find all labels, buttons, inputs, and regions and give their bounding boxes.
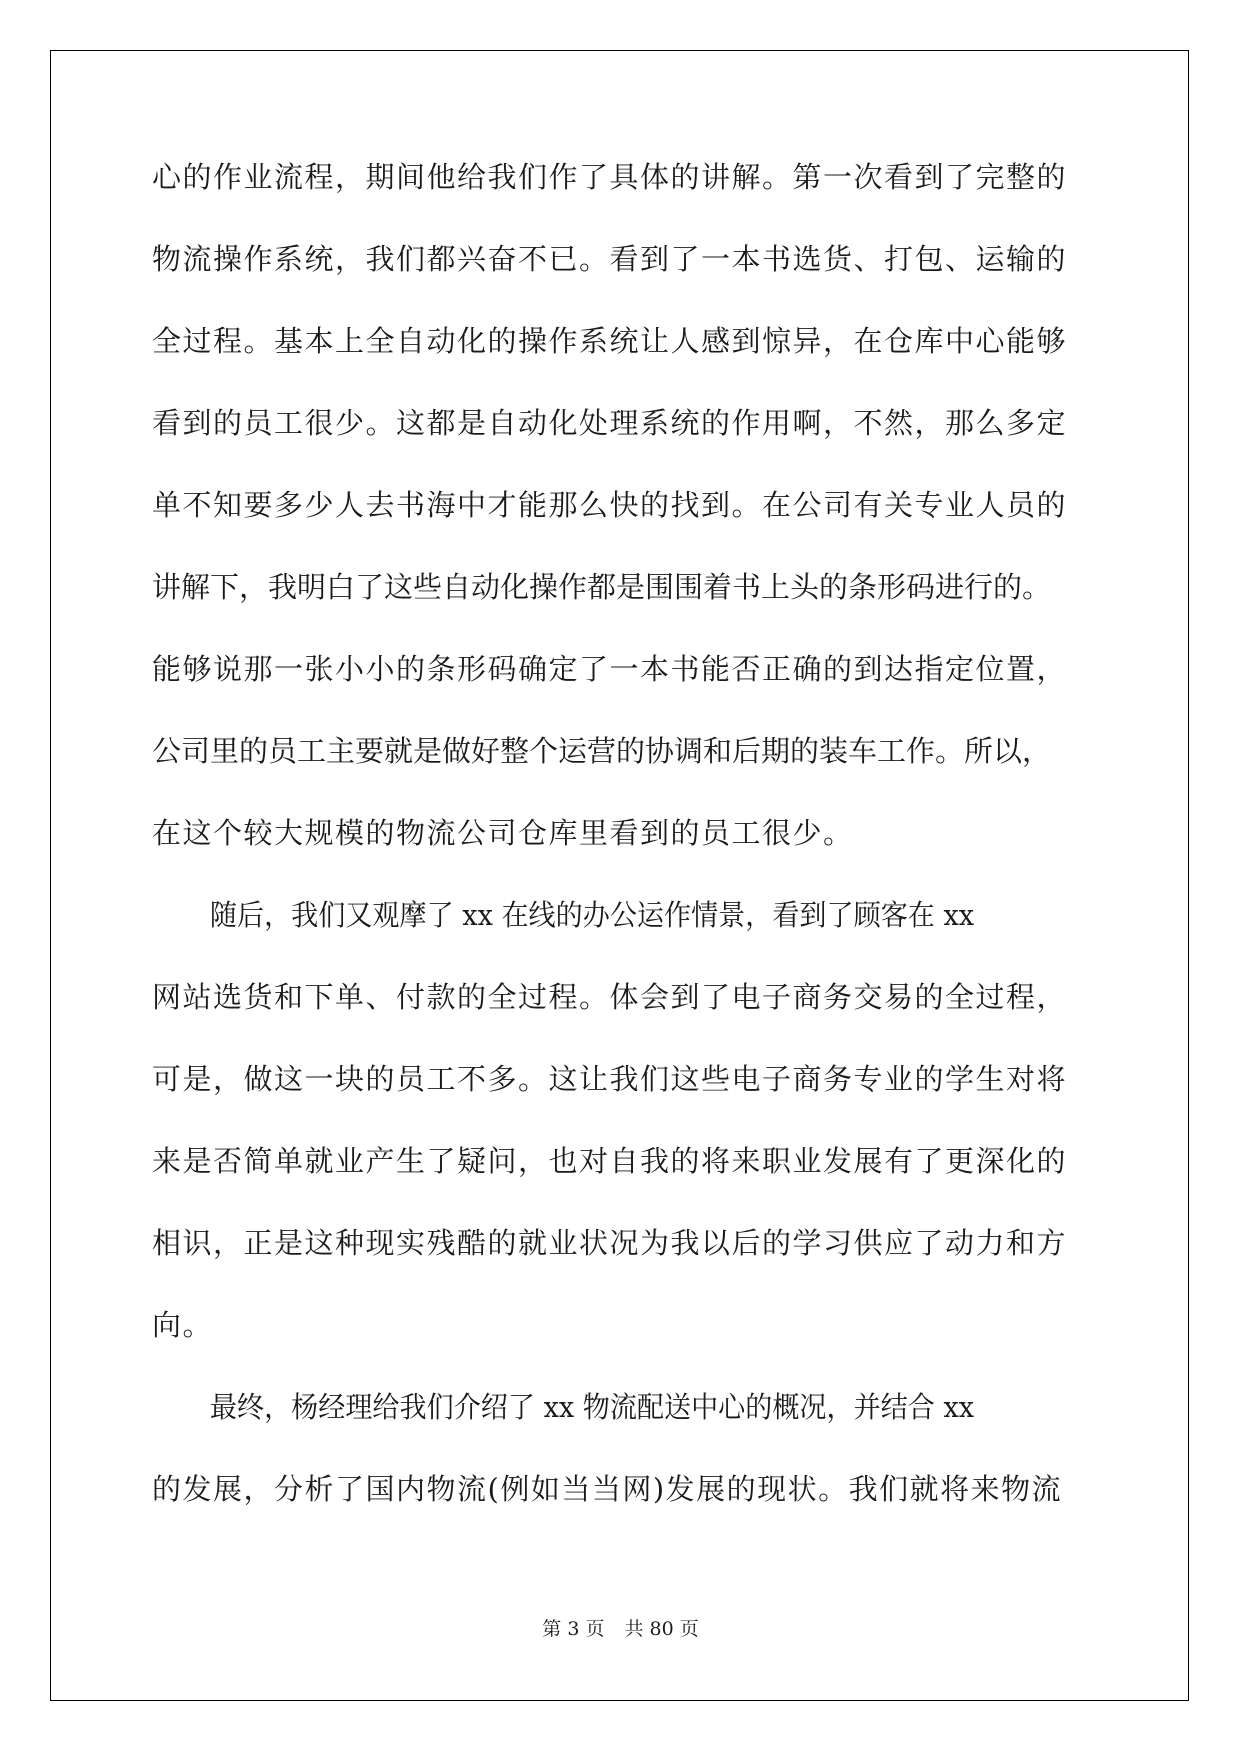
text-line: 可是，做这一块的员工不多。这让我们这些电子商务专业的学生对将 [152, 1062, 1068, 1096]
text-line: 公司里的员工主要就是做好整个运营的协调和后期的装车工作。所以， [152, 734, 1052, 768]
text-line: 讲解下，我明白了这些自动化操作都是围围着书上头的条形码进行的。 [152, 570, 1052, 604]
text-line: 在这个较大规模的物流公司仓库里看到的员工很少。 [152, 816, 854, 850]
page-footer [0, 1614, 1241, 1641]
text-line: 的发展，分析了国内物流(例如当当网)发展的现状。我们就将来物流 [152, 1472, 1063, 1506]
text-line: 心的作业流程，期间他给我们作了具体的讲解。第一次看到了完整的 [152, 160, 1068, 194]
text-line: 随后，我们又观摩了 xx 在线的办公运作情景，看到了顾客在 xx [209, 898, 975, 932]
total-pages: 共 80 页 [624, 1618, 699, 1640]
text-line: 全过程。基本上全自动化的操作系统让人感到惊异，在仓库中心能够 [152, 324, 1068, 358]
document-body [152, 160, 1092, 1554]
text-line: 看到的员工很少。这都是自动化处理系统的作用啊，不然，那么多定 [152, 406, 1068, 440]
text-line: 来是否简单就业产生了疑问，也对自我的将来职业发展有了更深化的 [152, 1144, 1068, 1178]
page-number: 第 3 页 [542, 1618, 605, 1640]
text-line: 最终，杨经理给我们介绍了 xx 物流配送中心的概况，并结合 xx [209, 1390, 975, 1424]
text-line: 单不知要多少人去书海中才能那么快的找到。在公司有关专业人员的 [152, 488, 1068, 522]
text-line: 相识，正是这种现实残酷的就业状况为我以后的学习供应了动力和方 [152, 1226, 1068, 1260]
text-line: 网站选货和下单、付款的全过程。体会到了电子商务交易的全过程， [152, 980, 1068, 1014]
text-line: 能够说那一张小小的条形码确定了一本书能否正确的到达指定位置， [152, 652, 1068, 686]
text-line: 向。 [152, 1308, 214, 1342]
text-line: 物流操作系统，我们都兴奋不已。看到了一本书选货、打包、运输的 [152, 242, 1068, 276]
